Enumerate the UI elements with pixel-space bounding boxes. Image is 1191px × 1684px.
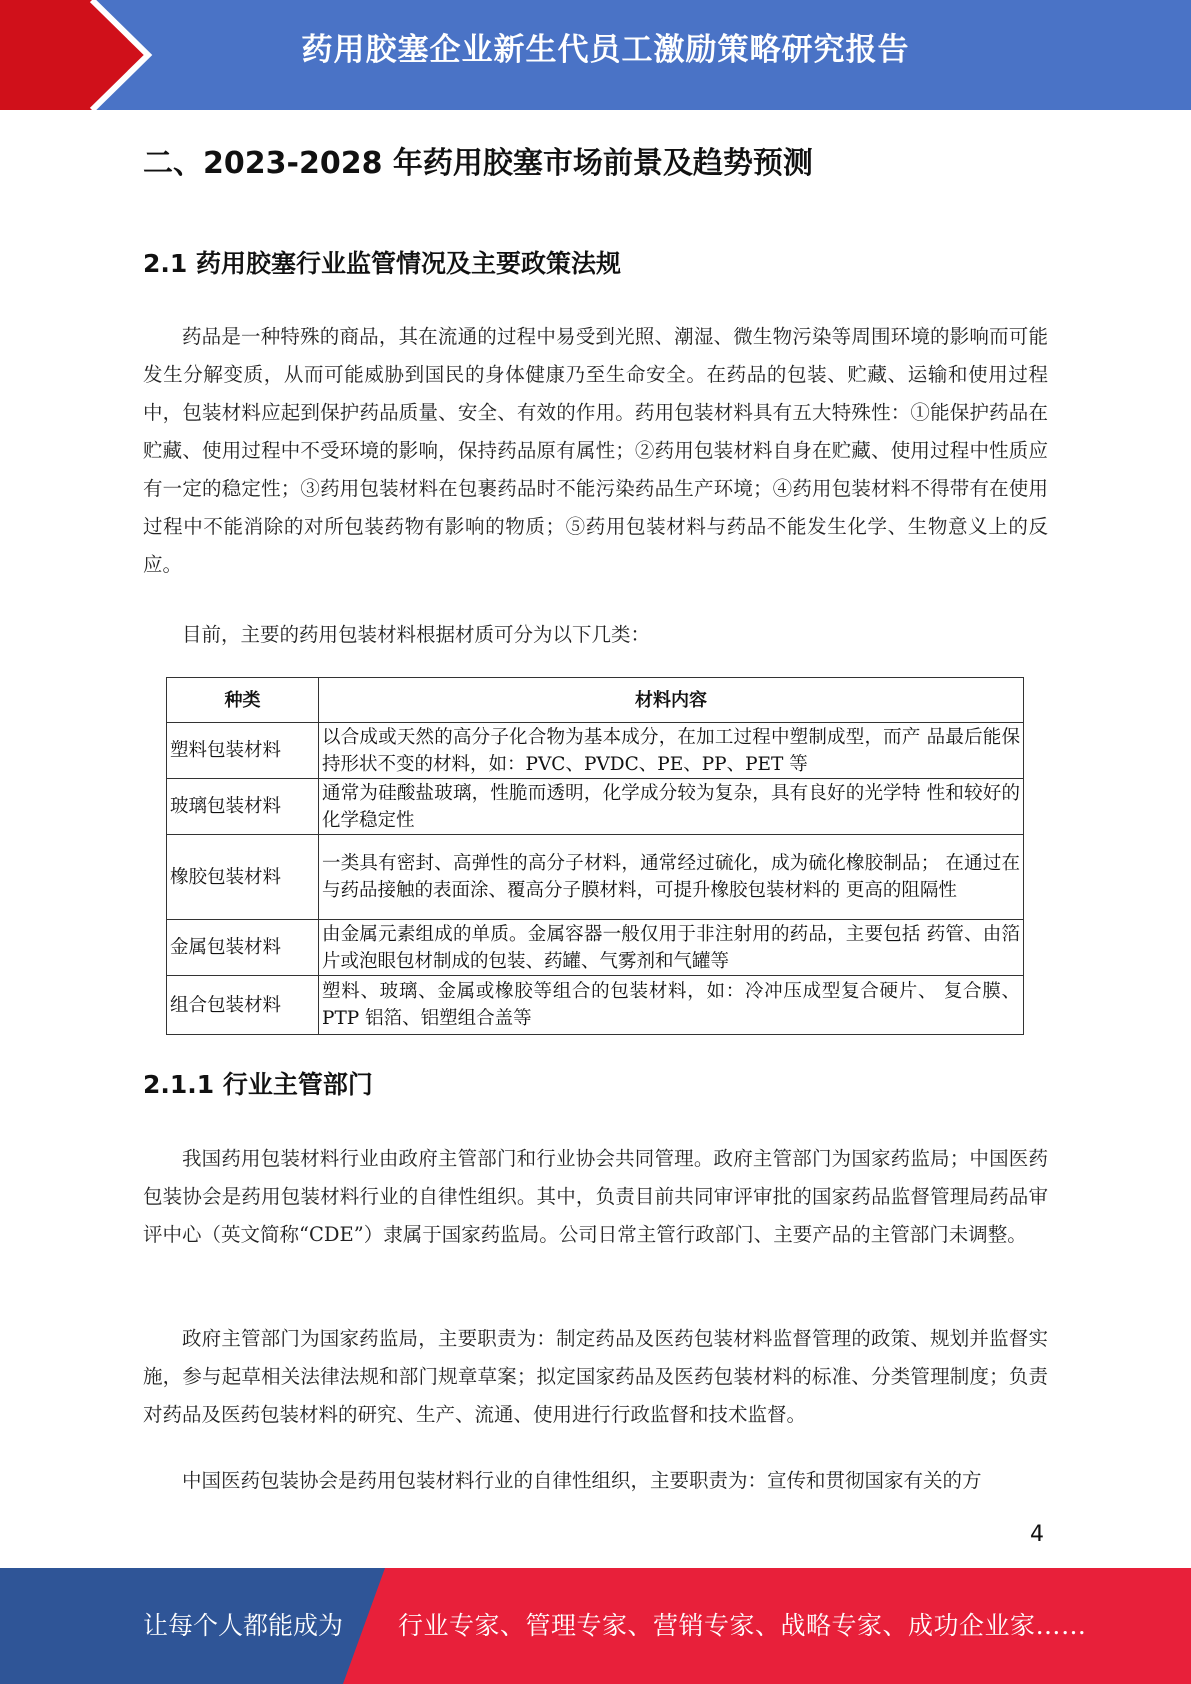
- cell-content: 一类具有密封、高弹性的高分子材料，通常经过硫化，成为硫化橡胶制品； 在通过在与药品接触的表面涂、覆高分子膜材料，可提升橡胶包装材料的 更高的阻隔性: [319, 835, 1024, 920]
- table-row: [167, 835, 1024, 920]
- table-row: [167, 976, 1024, 1035]
- cell-kind: 玻璃包装材料: [167, 779, 319, 835]
- paragraph-association-duties: 中国医药包装协会是药用包装材料行业的自律性组织，主要职责为：宣传和贯彻国家有关的方: [182, 1469, 982, 1492]
- cell-kind: 金属包装材料: [167, 920, 319, 976]
- paragraph-management-overview: 我国药用包装材料行业由政府主管部门和行业协会共同管理。政府主管部门为国家药监局；中国医药包装协会是药用包装材料行业的自律性组织。其中，负责目前共同审评审批的国家药品监督管理局药品审评中心（英文简称“CDE”）隶属于国家药监局。公司日常主管行政部门、主要产品的主管部门未调整。: [143, 1147, 1048, 1246]
- subsection-title: 2.1 药用胶塞行业监管情况及主要政策法规: [143, 249, 621, 278]
- cell-kind: 橡胶包装材料: [167, 835, 319, 920]
- materials-table: [166, 677, 1024, 1035]
- column-header-kind: 种类: [167, 678, 319, 723]
- section-title: 二、2023-2028 年药用胶塞市场前景及趋势预测: [143, 146, 813, 181]
- column-header-content: 材料内容: [319, 678, 1024, 723]
- footer-slogan-left: 让每个人都能成为: [143, 1611, 344, 1640]
- cell-content: 以合成或天然的高分子化合物为基本成分，在加工过程中塑制成型，而产 品最后能保持形状不变的材料，如：PVC、PVDC、PE、PP、PET 等: [319, 723, 1024, 779]
- cell-kind: 组合包装材料: [167, 976, 319, 1035]
- footer-slogan-right: 行业专家、管理专家、营销专家、战略专家、成功企业家……: [398, 1611, 1087, 1640]
- page-number: 4: [1030, 1522, 1044, 1547]
- subsubsection-title: 2.1.1 行业主管部门: [143, 1070, 373, 1099]
- table-row: [167, 779, 1024, 835]
- cell-content: 塑料、玻璃、金属或橡胶等组合的包装材料，如：冷冲压成型复合硬片、 复合膜、PTP 铝箔、铝塑组合盖等: [319, 976, 1024, 1035]
- paragraph-regulator-duties: 政府主管部门为国家药监局，主要职责为：制定药品及医药包装材料监督管理的政策、规划并监督实施，参与起草相关法律法规和部门规章草案；拟定国家药品及医药包装材料的标准、分类管理制度；负责对药品及医药包装材料的研究、生产、流通、使用进行行政监督和技术监督。: [143, 1327, 1048, 1426]
- table-row: [167, 920, 1024, 976]
- cell-content: 由金属元素组成的单质。金属容器一般仅用于非注射用的药品，主要包括 药管、由箔片或泡眼包材制成的包装、药罐、气雾剂和气罐等: [319, 920, 1024, 976]
- footer-banner: [0, 1568, 1191, 1684]
- table-row: [167, 723, 1024, 779]
- cell-kind: 塑料包装材料: [167, 723, 319, 779]
- header-banner: [0, 0, 1191, 110]
- report-title: 药用胶塞企业新生代员工激励策略研究报告: [301, 32, 910, 68]
- table-header-row: [167, 678, 1024, 723]
- paragraph-table-intro: 目前，主要的药用包装材料根据材质可分为以下几类：: [182, 623, 651, 646]
- paragraph-packaging-characteristics: 药品是一种特殊的商品，其在流通的过程中易受到光照、潮湿、微生物污染等周围环境的影响而可能发生分解变质，从而可能威胁到国民的身体健康乃至生命安全。在药品的包装、贮藏、运输和使用过程中，包装材料应起到保护药品质量、安全、有效的作用。药用包装材料具有五大特殊性：①能保护药品在贮藏、使用过程中不受环境的影响，保持药品原有属性；②药用包装材料自身在贮藏、使用过程中性质应有一定的稳定性；③药用包装材料在包裹药品时不能污染药品生产环境；④药用包装材料不得带有在使用过程中不能消除的对所包装药物有影响的物质；⑤药用包装材料与药品不能发生化学、生物意义上的反应。: [143, 325, 1048, 576]
- cell-content: 通常为硅酸盐玻璃，性脆而透明，化学成分较为复杂，具有良好的光学特 性和较好的化学稳定性: [319, 779, 1024, 835]
